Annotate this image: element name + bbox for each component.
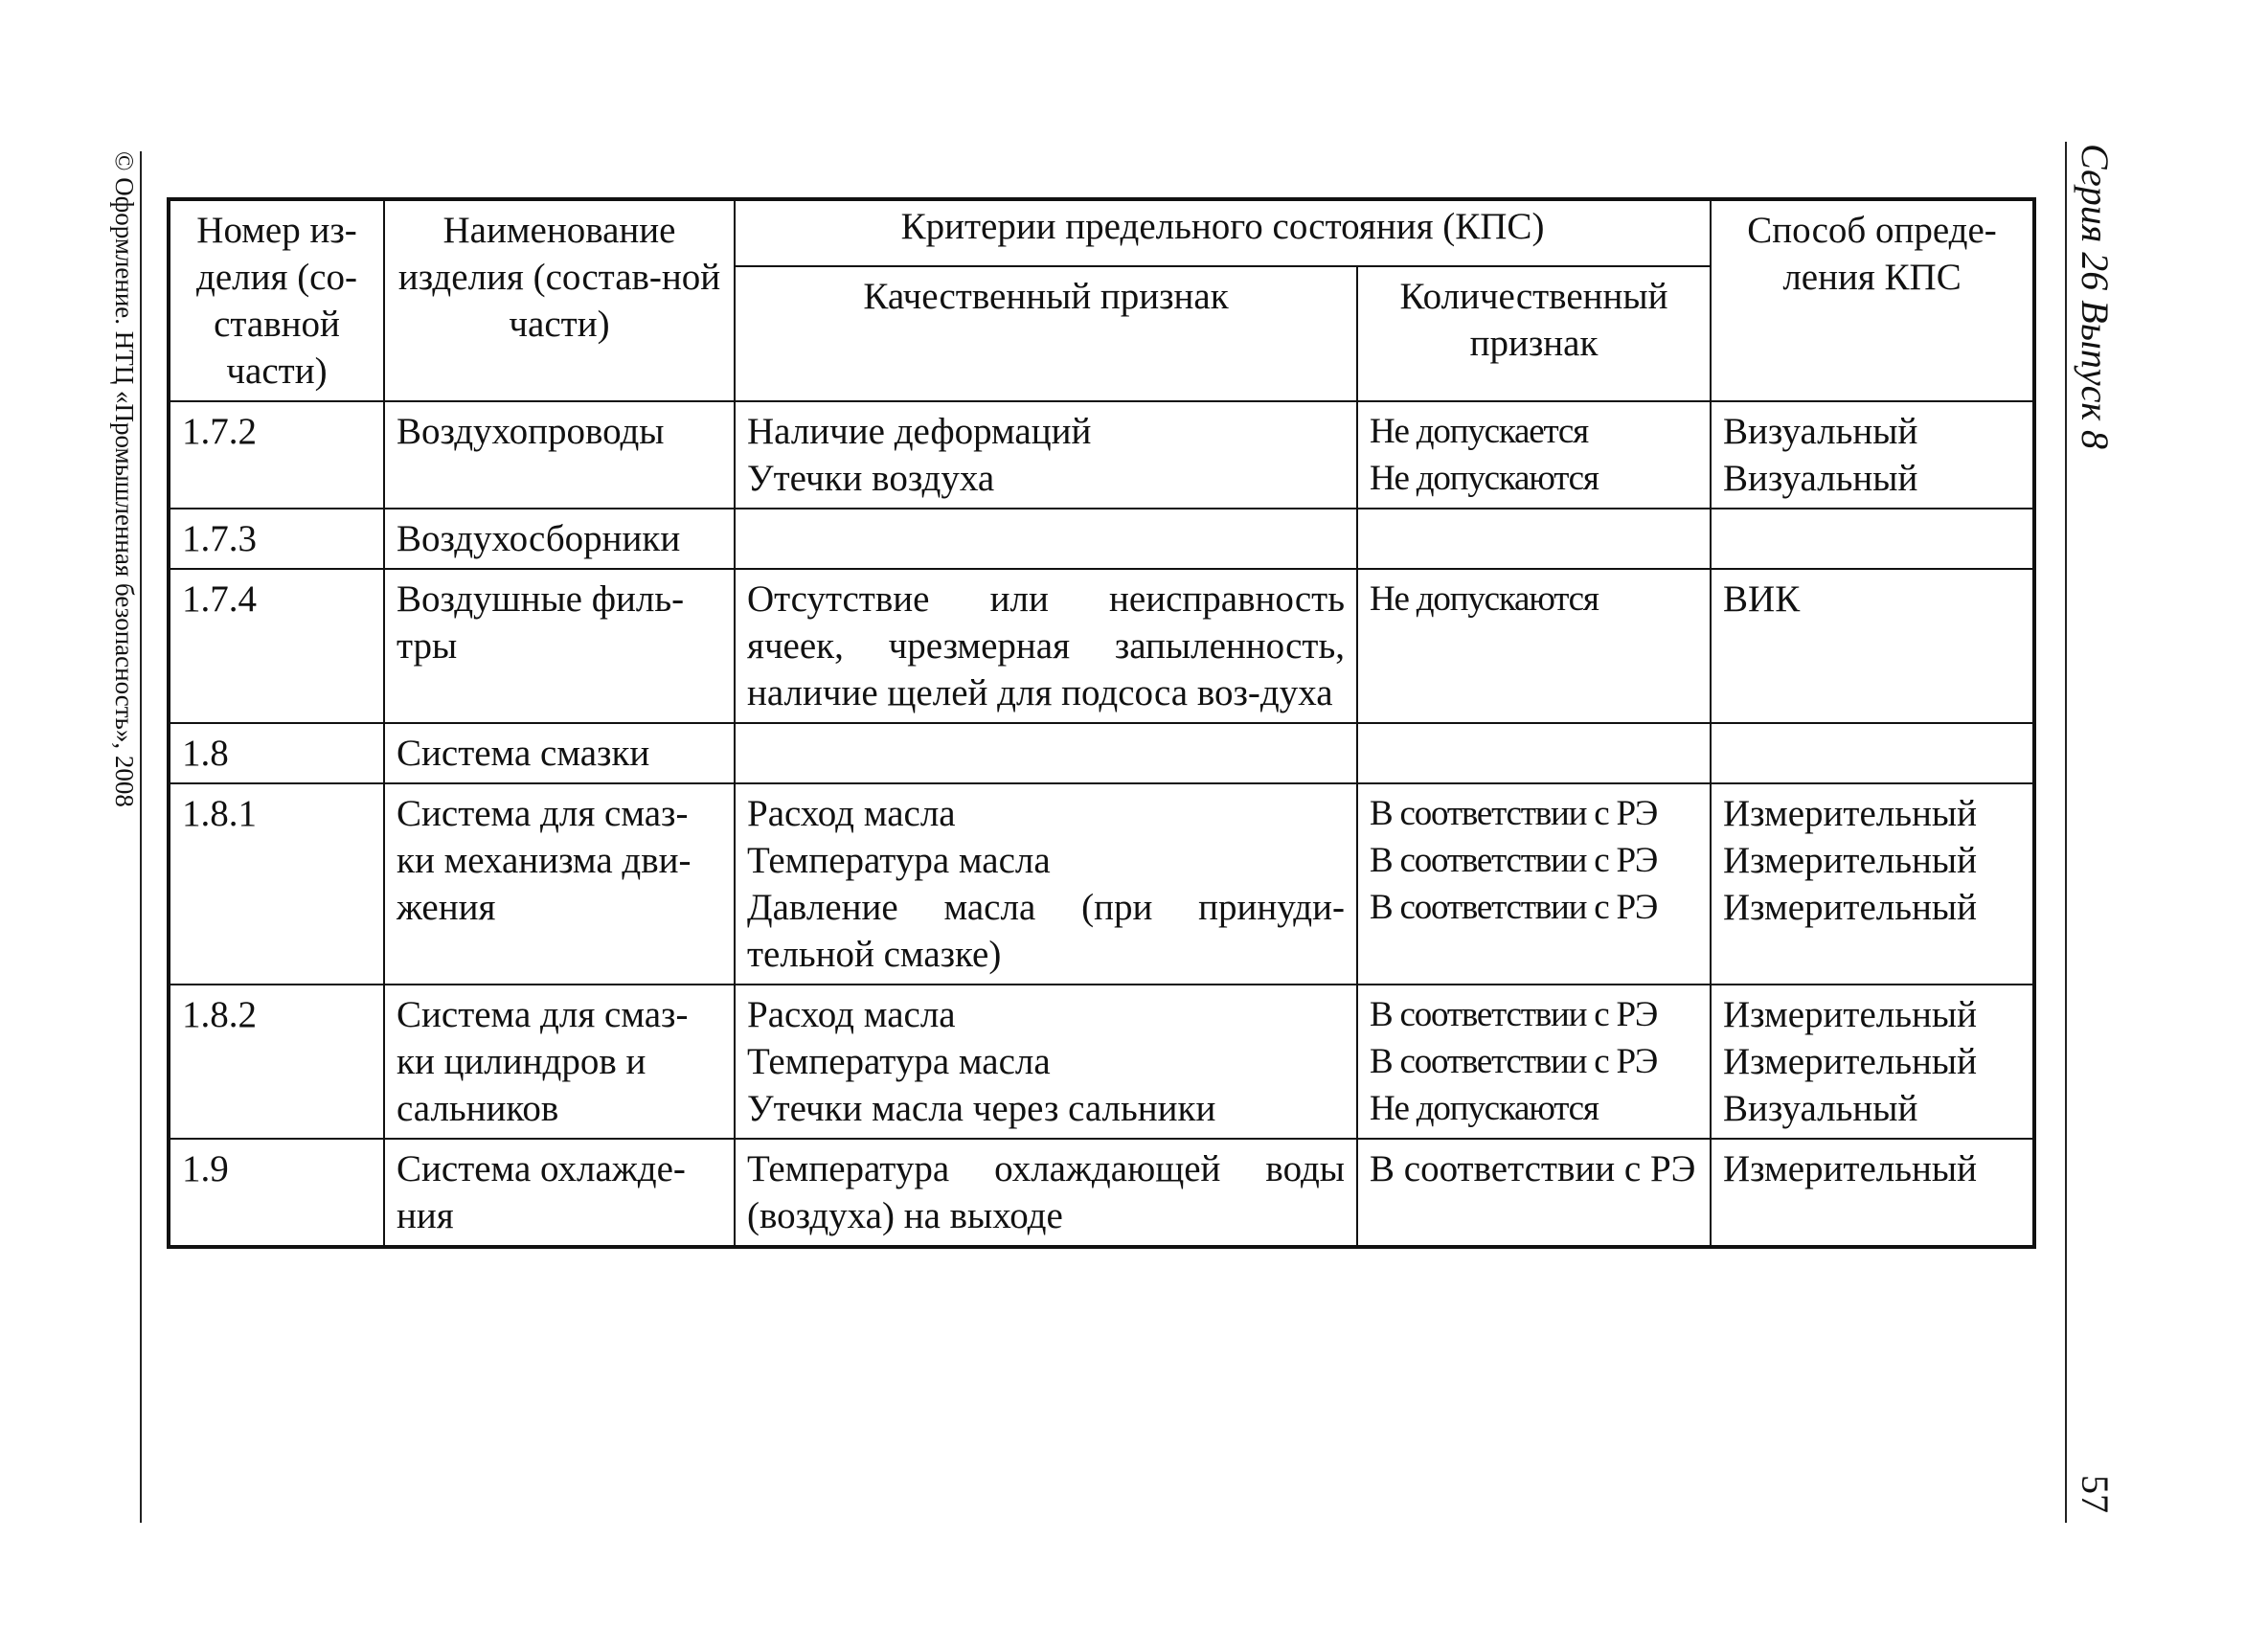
detection-method-cell-line: Измерительный (1723, 887, 1977, 928)
qualitative-criterion-cell (735, 783, 1357, 985)
quantitative-criterion-cell-line: Не допускается (1370, 412, 1588, 451)
quantitative-criterion-cell-line: В соответствии с РЭ (1370, 794, 1658, 833)
table-row (169, 723, 2034, 783)
table-row (169, 783, 2034, 985)
header-kps-group: Критерии предельного состояния (КПС) (735, 199, 1711, 266)
qualitative-criterion-cell (735, 985, 1357, 1139)
quantitative-criterion-cell-line: Не допускаются (1370, 579, 1599, 619)
item-number-cell: 1.7.3 (169, 509, 384, 569)
detection-method-cell (1711, 783, 2034, 985)
qualitative-criterion-cell-line: Температура масла (747, 840, 1051, 881)
quantitative-criterion-cell-line: В соответствии с РЭ (1370, 1042, 1658, 1081)
detection-method-cell-line: Измерительный (1723, 994, 1977, 1035)
copyright-text: © Оформление. НТЦ «Промышленная безопасность», 2008 (110, 151, 139, 807)
header-item-number: Номер из-делия (со-ставной части) (169, 199, 384, 401)
qualitative-criterion-cell-line: Утечки масла через сальники (747, 1088, 1216, 1129)
header-detection-method: Способ опреде-ления КПС (1711, 199, 2034, 401)
header-qualitative: Качественный признак (735, 266, 1357, 401)
detection-method-cell-line: Измерительный (1723, 840, 1977, 881)
detection-method-cell-line: Визуальный (1723, 1088, 1918, 1129)
running-header (2069, 144, 2121, 469)
detection-method-cell-line: Визуальный (1723, 411, 1918, 452)
qualitative-criterion-cell-line: Расход масла (747, 793, 956, 834)
header-quantitative: Количественный признак (1357, 266, 1711, 401)
quantitative-criterion-cell-line: Не допускаются (1370, 459, 1599, 498)
quantitative-criterion-cell (1357, 1139, 1711, 1247)
table-body (169, 401, 2034, 1247)
quantitative-criterion-cell-line: В соответствии с РЭ (1370, 888, 1658, 927)
table-header-row (169, 199, 2034, 266)
qualitative-criterion-cell-line: Отсутствие или неисправность ячеек, чрезмерная запыленность, наличие щелей для подсоса воз-духа (747, 578, 1345, 713)
quantitative-criterion-cell (1357, 985, 1711, 1139)
detection-method-cell (1711, 1139, 2034, 1247)
item-name-cell: Система смазки (384, 723, 735, 783)
quantitative-criterion-cell (1357, 723, 1711, 783)
detection-method-cell (1711, 401, 2034, 509)
header-item-name: Наименование изделия (состав-ной части) (384, 199, 735, 401)
item-number-cell: 1.7.2 (169, 401, 384, 509)
quantitative-criterion-cell (1357, 509, 1711, 569)
quantitative-criterion-cell (1357, 401, 1711, 509)
quantitative-criterion-cell (1357, 783, 1711, 985)
detection-method-cell-line: Измерительный (1723, 1148, 1977, 1189)
item-name-cell: Система для смаз-ки механизма дви-жения (384, 783, 735, 985)
detection-method-cell-line: Измерительный (1723, 1041, 1977, 1082)
detection-method-cell-line: ВИК (1723, 578, 1801, 620)
qualitative-criterion-cell (735, 509, 1357, 569)
detection-method-cell (1711, 985, 2034, 1139)
qualitative-criterion-cell (735, 569, 1357, 723)
page-number-text: 57 (2074, 1475, 2117, 1513)
qualitative-criterion-cell (735, 1139, 1357, 1247)
item-number-cell: 1.8 (169, 723, 384, 783)
quantitative-criterion-cell-line: Не допускаются (1370, 1089, 1599, 1128)
table-row (169, 569, 2034, 723)
item-name-cell: Воздухопроводы (384, 401, 735, 509)
item-name-cell: Система охлажде-ния (384, 1139, 735, 1247)
series-issue-text: Серия 26 Выпуск 8 (2074, 144, 2117, 450)
quantitative-criterion-cell-line: В соответствии с РЭ (1370, 1148, 1696, 1189)
item-number-cell: 1.7.4 (169, 569, 384, 723)
quantitative-criterion-cell-line: В соответствии с РЭ (1370, 995, 1658, 1034)
table-row (169, 509, 2034, 569)
qualitative-criterion-cell-line: Расход масла (747, 994, 956, 1035)
detection-method-cell (1711, 569, 2034, 723)
table-row (169, 401, 2034, 509)
qualitative-criterion-cell-line: Температура охлаждающей воды (воздуха) на выходе (747, 1148, 1345, 1236)
qualitative-criterion-cell-line: Наличие деформаций (747, 411, 1092, 452)
item-name-cell: Воздушные филь-тры (384, 569, 735, 723)
item-number-cell: 1.8.1 (169, 783, 384, 985)
item-name-cell: Воздухосборники (384, 509, 735, 569)
item-name-cell: Система для смаз-ки цилиндров и сальников (384, 985, 735, 1139)
qualitative-criterion-cell-line: Давление масла (при принуди-тельной смазке) (747, 887, 1345, 975)
table-row (169, 1139, 2034, 1247)
detection-method-cell (1711, 509, 2034, 569)
quantitative-criterion-cell-line: В соответствии с РЭ (1370, 841, 1658, 880)
copyright-margin-note (107, 151, 142, 898)
qualitative-criterion-cell (735, 723, 1357, 783)
detection-method-cell-line: Визуальный (1723, 458, 1918, 499)
right-margin-rule (2065, 142, 2067, 1523)
qualitative-criterion-cell-line: Температура масла (747, 1041, 1051, 1082)
page-number (2069, 1475, 2121, 1532)
qualitative-criterion-cell (735, 401, 1357, 509)
quantitative-criterion-cell (1357, 569, 1711, 723)
kps-table (167, 197, 2036, 1249)
qualitative-criterion-cell-line: Утечки воздуха (747, 458, 995, 499)
item-number-cell: 1.9 (169, 1139, 384, 1247)
detection-method-cell-line: Измерительный (1723, 793, 1977, 834)
item-number-cell: 1.8.2 (169, 985, 384, 1139)
table-row (169, 985, 2034, 1139)
detection-method-cell (1711, 723, 2034, 783)
